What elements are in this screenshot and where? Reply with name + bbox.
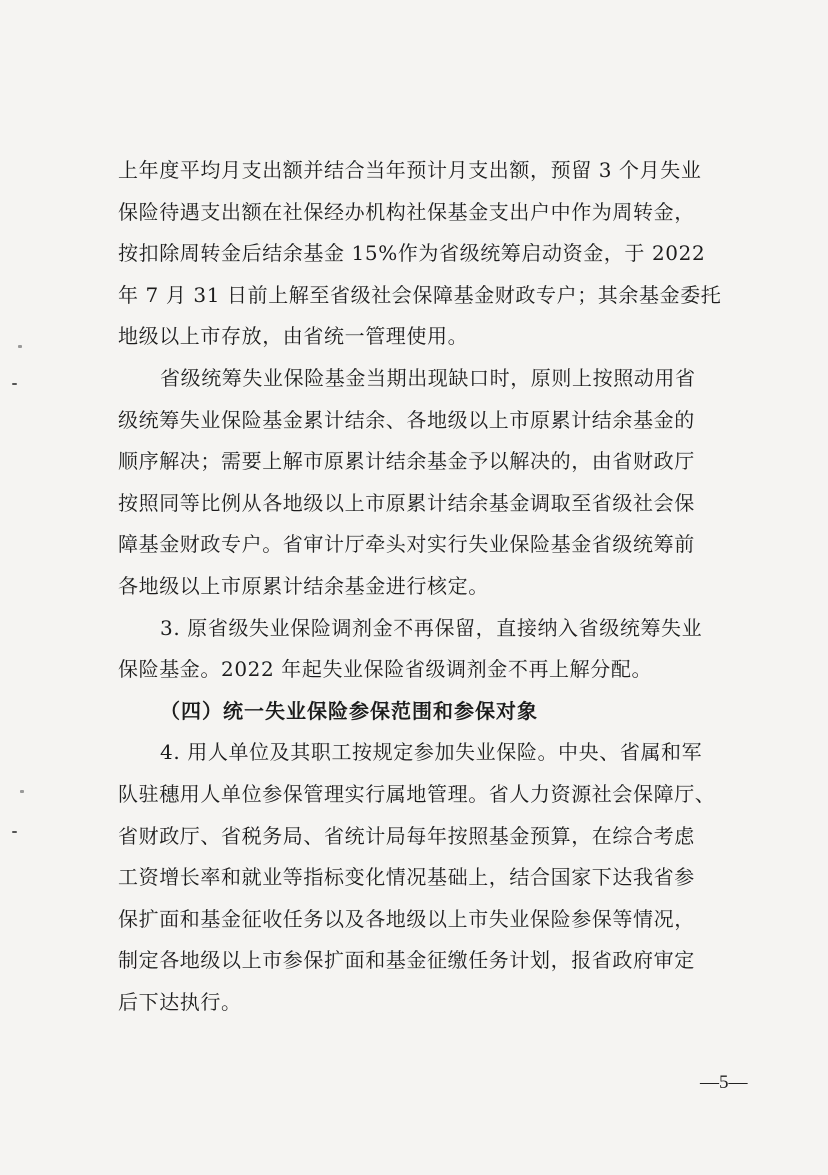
paragraph-start-line: 3. 原省级失业保险调剂金不再保留，直接纳入省级统筹失业	[160, 615, 703, 640]
text-line: 工资增长率和就业等指标变化情况基础上，结合国家下达我省参	[118, 865, 695, 890]
text-line: 上年度平均月支出额并结合当年预计月支出额，预留 3 个月失业	[118, 158, 702, 182]
text-line: 保险基金。2022 年起失业保险省级调剂金不再上解分配。	[118, 657, 653, 682]
scan-mark	[12, 383, 17, 385]
text-line: 队驻穗用人单位参保管理实行属地管理。省人力资源社会保障厅、	[118, 781, 716, 806]
paragraph-start-line: 4. 用人单位及其职工按规定参加失业保险。中央、省属和军	[160, 740, 703, 765]
text-line: 级统筹失业保险基金累计结余、各地级以上市原累计结余基金的	[118, 407, 695, 432]
text-line: 顺序解决；需要上解市原累计结余基金予以解决的，由省财政厅	[118, 449, 695, 474]
text-line: 省财政厅、省税务局、省统计局每年按照基金预算，在综合考虑	[118, 823, 695, 848]
paragraph-start-line: 省级统筹失业保险基金当期出现缺口时，原则上按照动用省	[160, 365, 696, 390]
document-body	[118, 150, 746, 1023]
text-line: 地级以上市存放，由省统一管理使用。	[118, 324, 469, 349]
text-line: 障基金财政专户。省审计厅牵头对实行失业保险基金省级统筹前	[118, 532, 695, 557]
text-line: 按扣除周转金后结余基金 15%作为省级统筹启动资金，于 2022	[118, 241, 706, 266]
text-line: 年 7 月 31 日前上解至省级社会保障基金财政专户；其余基金委托	[118, 282, 722, 307]
text-line: 后下达执行。	[118, 989, 242, 1014]
section-heading: （四）统一失业保险参保范围和参保对象	[160, 698, 538, 723]
scan-mark	[20, 790, 24, 793]
page-number: —5—	[700, 1072, 748, 1093]
scan-mark	[12, 831, 17, 833]
text-line: 保扩面和基金征收任务以及各地级以上市失业保险参保等情况，	[118, 906, 695, 931]
text-line: 制定各地级以上市参保扩面和基金征缴任务计划，报省政府审定	[118, 948, 695, 973]
scan-mark	[18, 345, 22, 348]
text-line: 各地级以上市原累计结余基金进行核定。	[118, 573, 489, 598]
text-line: 按照同等比例从各地级以上市原累计结余基金调取至省级社会保	[118, 490, 695, 515]
text-line: 保险待遇支出额在社保经办机构社保基金支出户中作为周转金，	[118, 199, 695, 224]
